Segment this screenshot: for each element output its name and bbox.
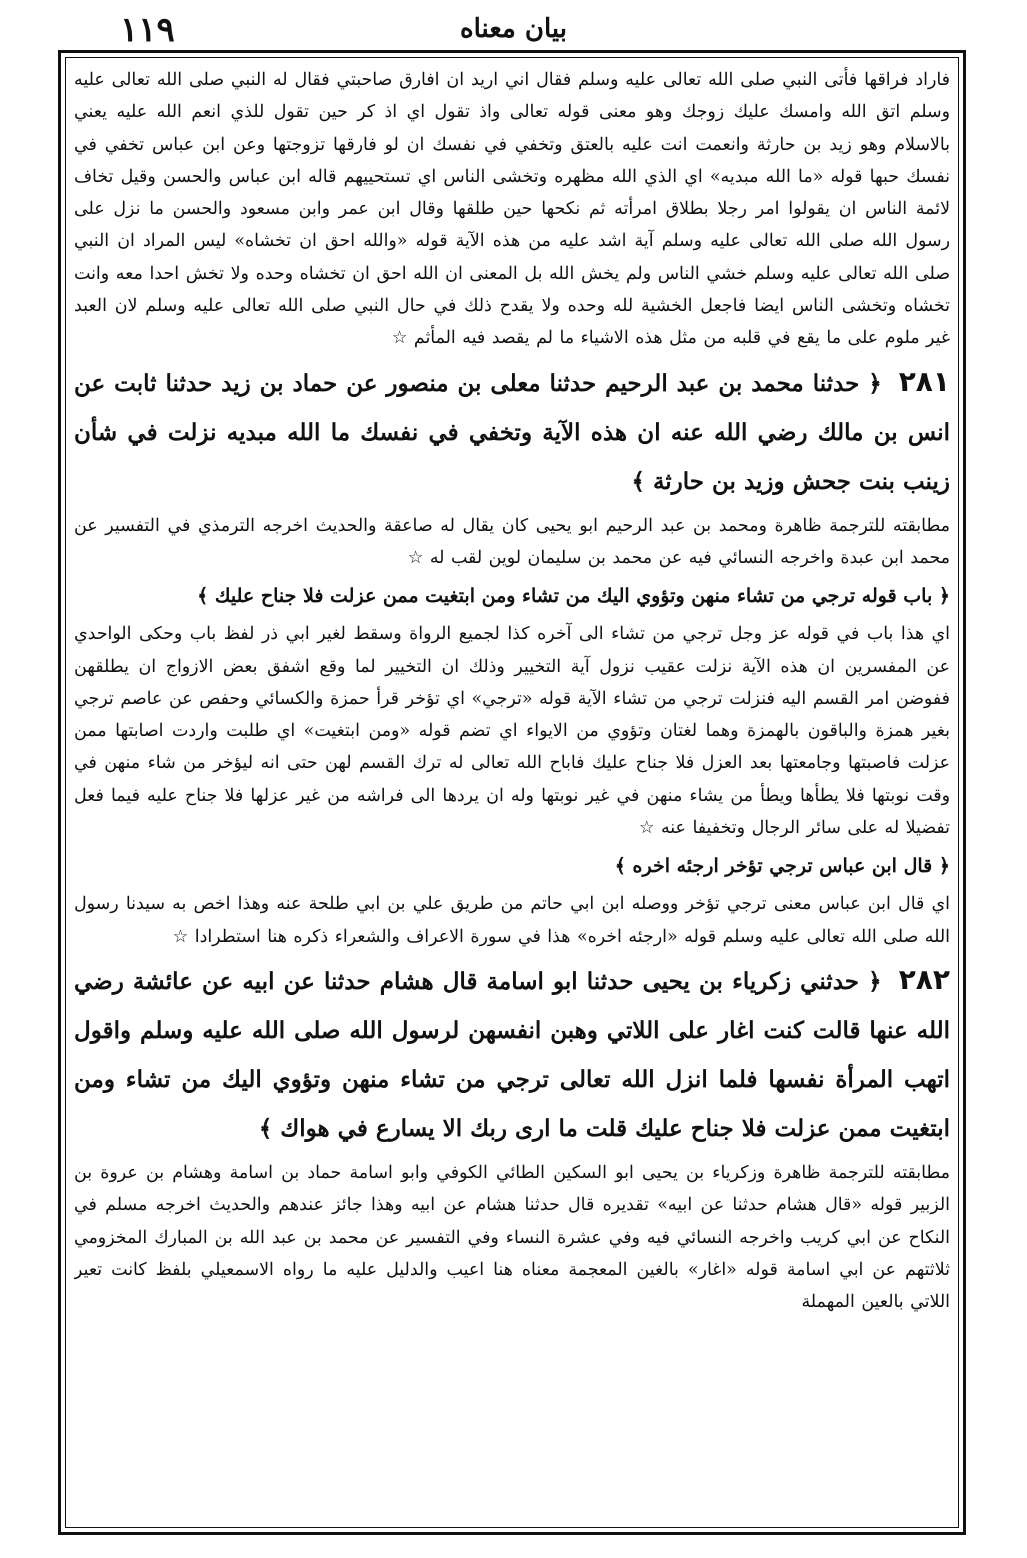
hadith-number: ۲۸۲	[898, 962, 950, 996]
running-title: بیان معناه	[459, 14, 567, 44]
hadith-text: ﴿ حدثنا محمد بن عبد الرحيم حدثنا معلى بن منصور عن حماد بن زيد حدثنا ثابت عن انس بن مالك رضي الله عنه ان هذه الآية وتخفي في نفسك ما الله مبديه نزلت في شأن زينب بنت جحش وزيد بن حارثة ﴾	[74, 369, 950, 495]
page-header	[40, 8, 987, 52]
hadith-282	[74, 955, 950, 1153]
commentary-paragraph-4: اي قال ابن عباس معنى ترجي تؤخر ووصله ابن ابي حاتم من طريق علي بن ابي طلحة عنه وهذا اخص به سيدنا رسول الله صلى الله تعالى عليه وسلم قوله «ارجئه اخره» هذا في سورة الاعراف والشعراء ذكره هنا استطرادا ☆	[74, 894, 950, 947]
hadith-text: ﴿ حدثني زكرياء بن يحيى حدثنا ابو اسامة قال هشام حدثنا عن ابيه عن عائشة رضي الله عنها قالت كنت اغار على اللاتي وهبن انفسهن لرسول الله صلى الله عليه وسلم واقول اتهب المرأة نفسها فلما انزل الله تعالى ترجي من تشاء منهن وتؤوي اليك من تشاء ومن ابتغيت ممن عزلت فلا جناح عليك قلت ما ارى ربك الا يسارع في هواك ﴾	[74, 967, 950, 1142]
commentary-paragraph-2: مطابقته للترجمة ظاهرة ومحمد بن عبد الرحيم ابو يحيى كان يقال له صاعقة والحديث اخرجه الترمذي في التفسير عن محمد ابن عبدة واخرجه النسائي فيه عن محمد بن سليمان لوين لقب له ☆	[74, 515, 950, 568]
hadith-281	[74, 357, 950, 506]
hadith-number: ۲۸۱	[898, 364, 950, 398]
page-number: ۱۱۹	[120, 10, 175, 50]
page-body	[74, 64, 950, 1524]
commentary-paragraph-1: فاراد فراقها فأتى النبي صلى الله تعالى عليه وسلم فقال اني اريد ان افارق صاحبتي فقال له النبي صلى الله تعالى عليه وسلم اتق الله وامسك عليك زوجك وهو معنى قوله تعالى واذ تقول اي اذ كر حين تقول للذي انعم الله عليه يعني بالاسلام وهو زيد بن حارثة وانعمت انت عليه بالعتق وتخفي في نفسك ان لو فارقها تزوجتها وعن ابن عباس تخفي في نفسك حبها قوله «ما الله مبديه» اي الذي الله مظهره وتخشى الناس اي تستحييهم قاله ابن عباس والحسن وقيل تخاف لائمة الناس ان يقولوا امر رجلا بطلاق امرأته ثم نكحها حين طلقها وقال ابن عمر وابن مسعود والحسن ما نزل على رسول الله صلى الله تعالى عليه وسلم آية اشد عليه من هذه الآية قوله «والله احق ان تخشاه» ليس المراد ان النبي صلى الله تعالى عليه وسلم خشي الناس ولم يخش الله بل المعنى ان الله احق ان تخشاه وحده ولا تخش احدا معه وانت تخشاه وتخشى الناس ايضا فاجعل الخشية لله وحده ولا يقدح ذلك في حال النبي صلى الله تعالى عليه وسلم لان العبد غير ملوم على ما يقع في قلبه من مثل هذه الاشياء ما لم يقصد فيه المأثم ☆	[74, 70, 950, 349]
chapter-heading: ﴿ باب قوله ترجي من تشاء منهن وتؤوي اليك من تشاء ومن ابتغيت ممن عزلت فلا جناح عليك ﴾	[197, 585, 950, 608]
commentary-paragraph-3: اي هذا باب في قوله عز وجل ترجي من تشاء الى آخره كذا لجميع الرواة وسقط لغير ابي ذر لفظ باب وحكى الواحدي عن المفسرين ان هذه الآية نزلت عقيب نزول آية التخيير وذلك ان التخيير لما وقع اشفق بعض الازواج ان يطلقهن ففوضن امر القسم اليه فنزلت ترجي من تشاء الآية قوله «ترجي» اي تؤخر قرأ حمزة والكسائي وحفص عن عاصم ترجي بغير همزة والباقون بالهمزة وهما لغتان وتؤوي من الايواء اي تضم قوله «ومن ابتغيت» اي طلبت واردت اصابتها ممن عزلت فاصبتها وجامعتها بعد العزل فلا جناح عليك فاباح الله تعالى له ترك القسم لهن حتى انه ليؤخر من شاء منهن في وقت نوبتها فلا يطأها ويطأ من يشاء منهن في غير نوبتها وله ان يردها الى فراشه من غير عزلها فلا جناح عليه فيما فعل تفضيلا له على سائر الرجال وتخفيفا عنه ☆	[74, 624, 950, 839]
commentary-paragraph-5: مطابقته للترجمة ظاهرة وزكرياء بن يحيى ابو السكين الطائي الكوفي وابو اسامة حماد بن اسامة وهشام بن عروة بن الزبير قوله «قال هشام حدثنا عن ابيه» تقديره قال حدثنا هشام عن ابيه وهذا جائز عندهم والحديث اخرجه مسلم في النكاح عن ابي كريب واخرجه النسائي فيه وفي عشرة النساء وفي التفسير عن محمد بن عبد الله بن المبارك المخزومي ثلاثتهم عن ابي اسامة قوله «اغار» بالغين المعجمة معناه هنا اعيب والدليل عليه ما رواه الاسمعيلي بلفظ كانت تعير اللاتي بالعين المهملة	[74, 1162, 950, 1313]
ibn-abbas-quote: ﴿ قال ابن عباس ترجي تؤخر ارجئه اخره ﴾	[614, 855, 950, 878]
